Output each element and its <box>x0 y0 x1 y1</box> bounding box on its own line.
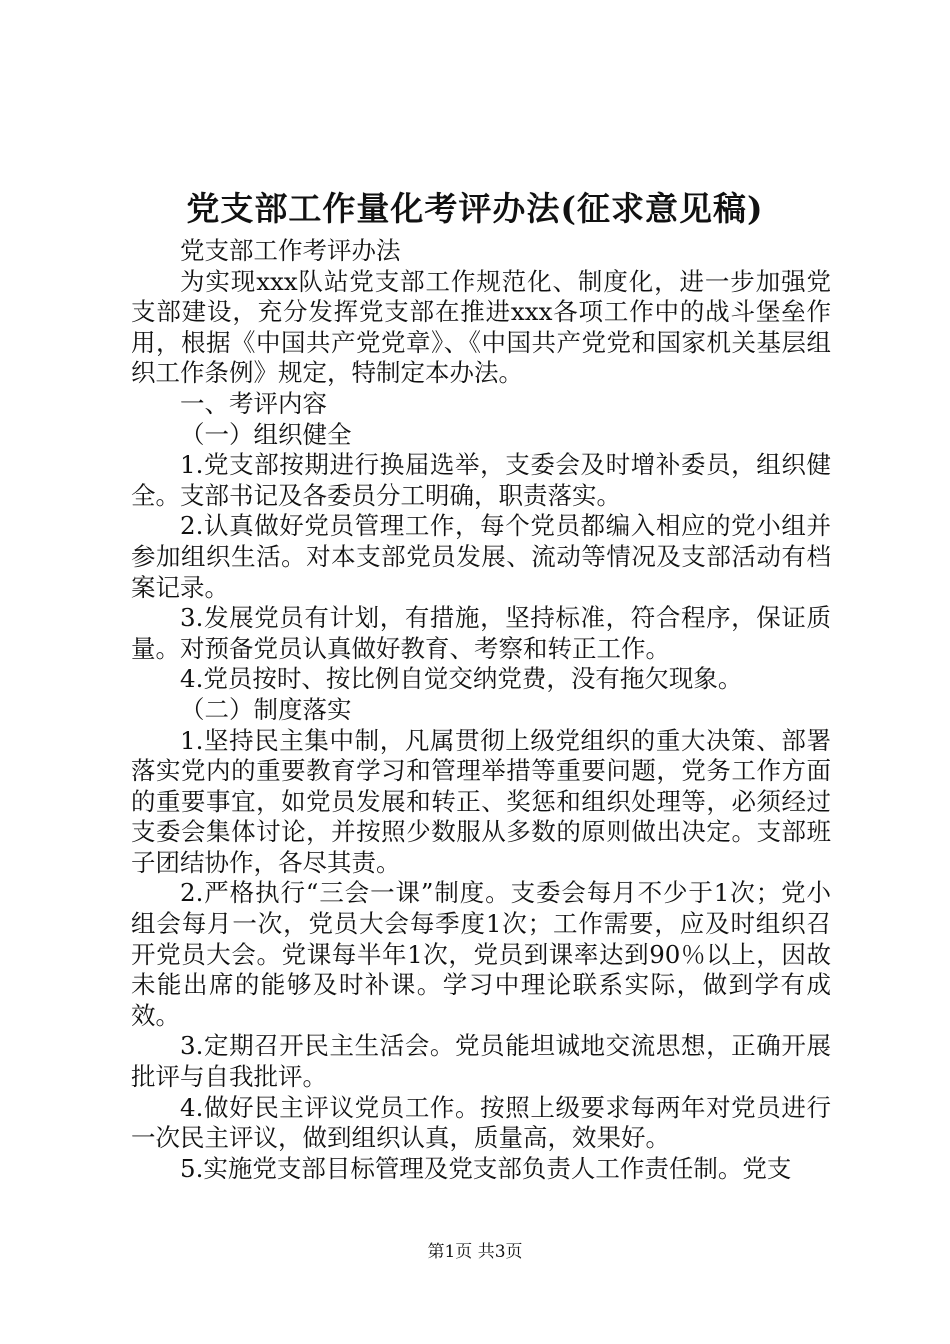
subsection-heading: （二）制度落实 <box>180 694 352 724</box>
body-paragraph: 2.严格执行“三会一课”制度。支委会每月不少于1次；党小组会每月一次，党员大会每季度1次；工作需要，应及时组织召开党员大会。党课每半年1次，党员到课率达到90％以上，因故未能出席的能够及时补课。学习中理论联系实际，做到学有成效。 <box>131 878 831 1030</box>
body-paragraph: 4.做好民主评议党员工作。按照上级要求每两年对党员进行一次民主评议，做到组织认真，质量高，效果好。 <box>131 1092 831 1153</box>
intro-paragraph: 为实现xxx队站党支部工作规范化、制度化，进一步加强党支部建设，充分发挥党支部在推进xxx各项工作中的战斗堡垒作用，根据《中国共产党党章》、《中国共产党党和国家机关基层组织工作条例》规定，特制定本办法。 <box>131 266 831 388</box>
body-paragraph: 3.定期召开民主生活会。党员能坦诚地交流思想，正确开展批评与自我批评。 <box>131 1031 831 1092</box>
subsection-heading: （一）组织健全 <box>180 419 352 449</box>
body-paragraph: 2.认真做好党员管理工作，每个党员都编入相应的党小组并参加组织生活。对本支部党员发展、流动等情况及支部活动有档案记录。 <box>131 511 831 602</box>
body-paragraph: 3.发展党员有计划，有措施，坚持标准，符合程序，保证质量。对预备党员认真做好教育、考察和转正工作。 <box>131 603 831 663</box>
body-paragraph: 5.实施党支部目标管理及党支部负责人工作责任制。党支 <box>180 1153 792 1183</box>
document-body <box>131 236 831 1184</box>
body-paragraph: 1.坚持民主集中制，凡属贯彻上级党组织的重大决策、部署落实党内的重要教育学习和管理举措等重要问题，党务工作方面的重要事宜，如党员发展和转正、奖惩和组织处理等，必须经过支委会集体讨论，并按照少数服从多数的原则做出决定。支部班子团结协作，各尽其责。 <box>131 725 831 877</box>
body-paragraph: 4.党员按时、按比例自觉交纳党费，没有拖欠现象。 <box>180 664 743 694</box>
section-heading: 一、考评内容 <box>180 388 327 418</box>
page-footer: 第1页 共3页 <box>427 1242 523 1262</box>
document-title: 党支部工作量化考评办法(征求意见稿) <box>186 189 764 228</box>
subtitle-paragraph: 党支部工作考评办法 <box>180 236 401 265</box>
body-paragraph: 1.党支部按期进行换届选举，支委会及时增补委员，组织健全。支部书记及各委员分工明确，职责落实。 <box>131 450 831 510</box>
